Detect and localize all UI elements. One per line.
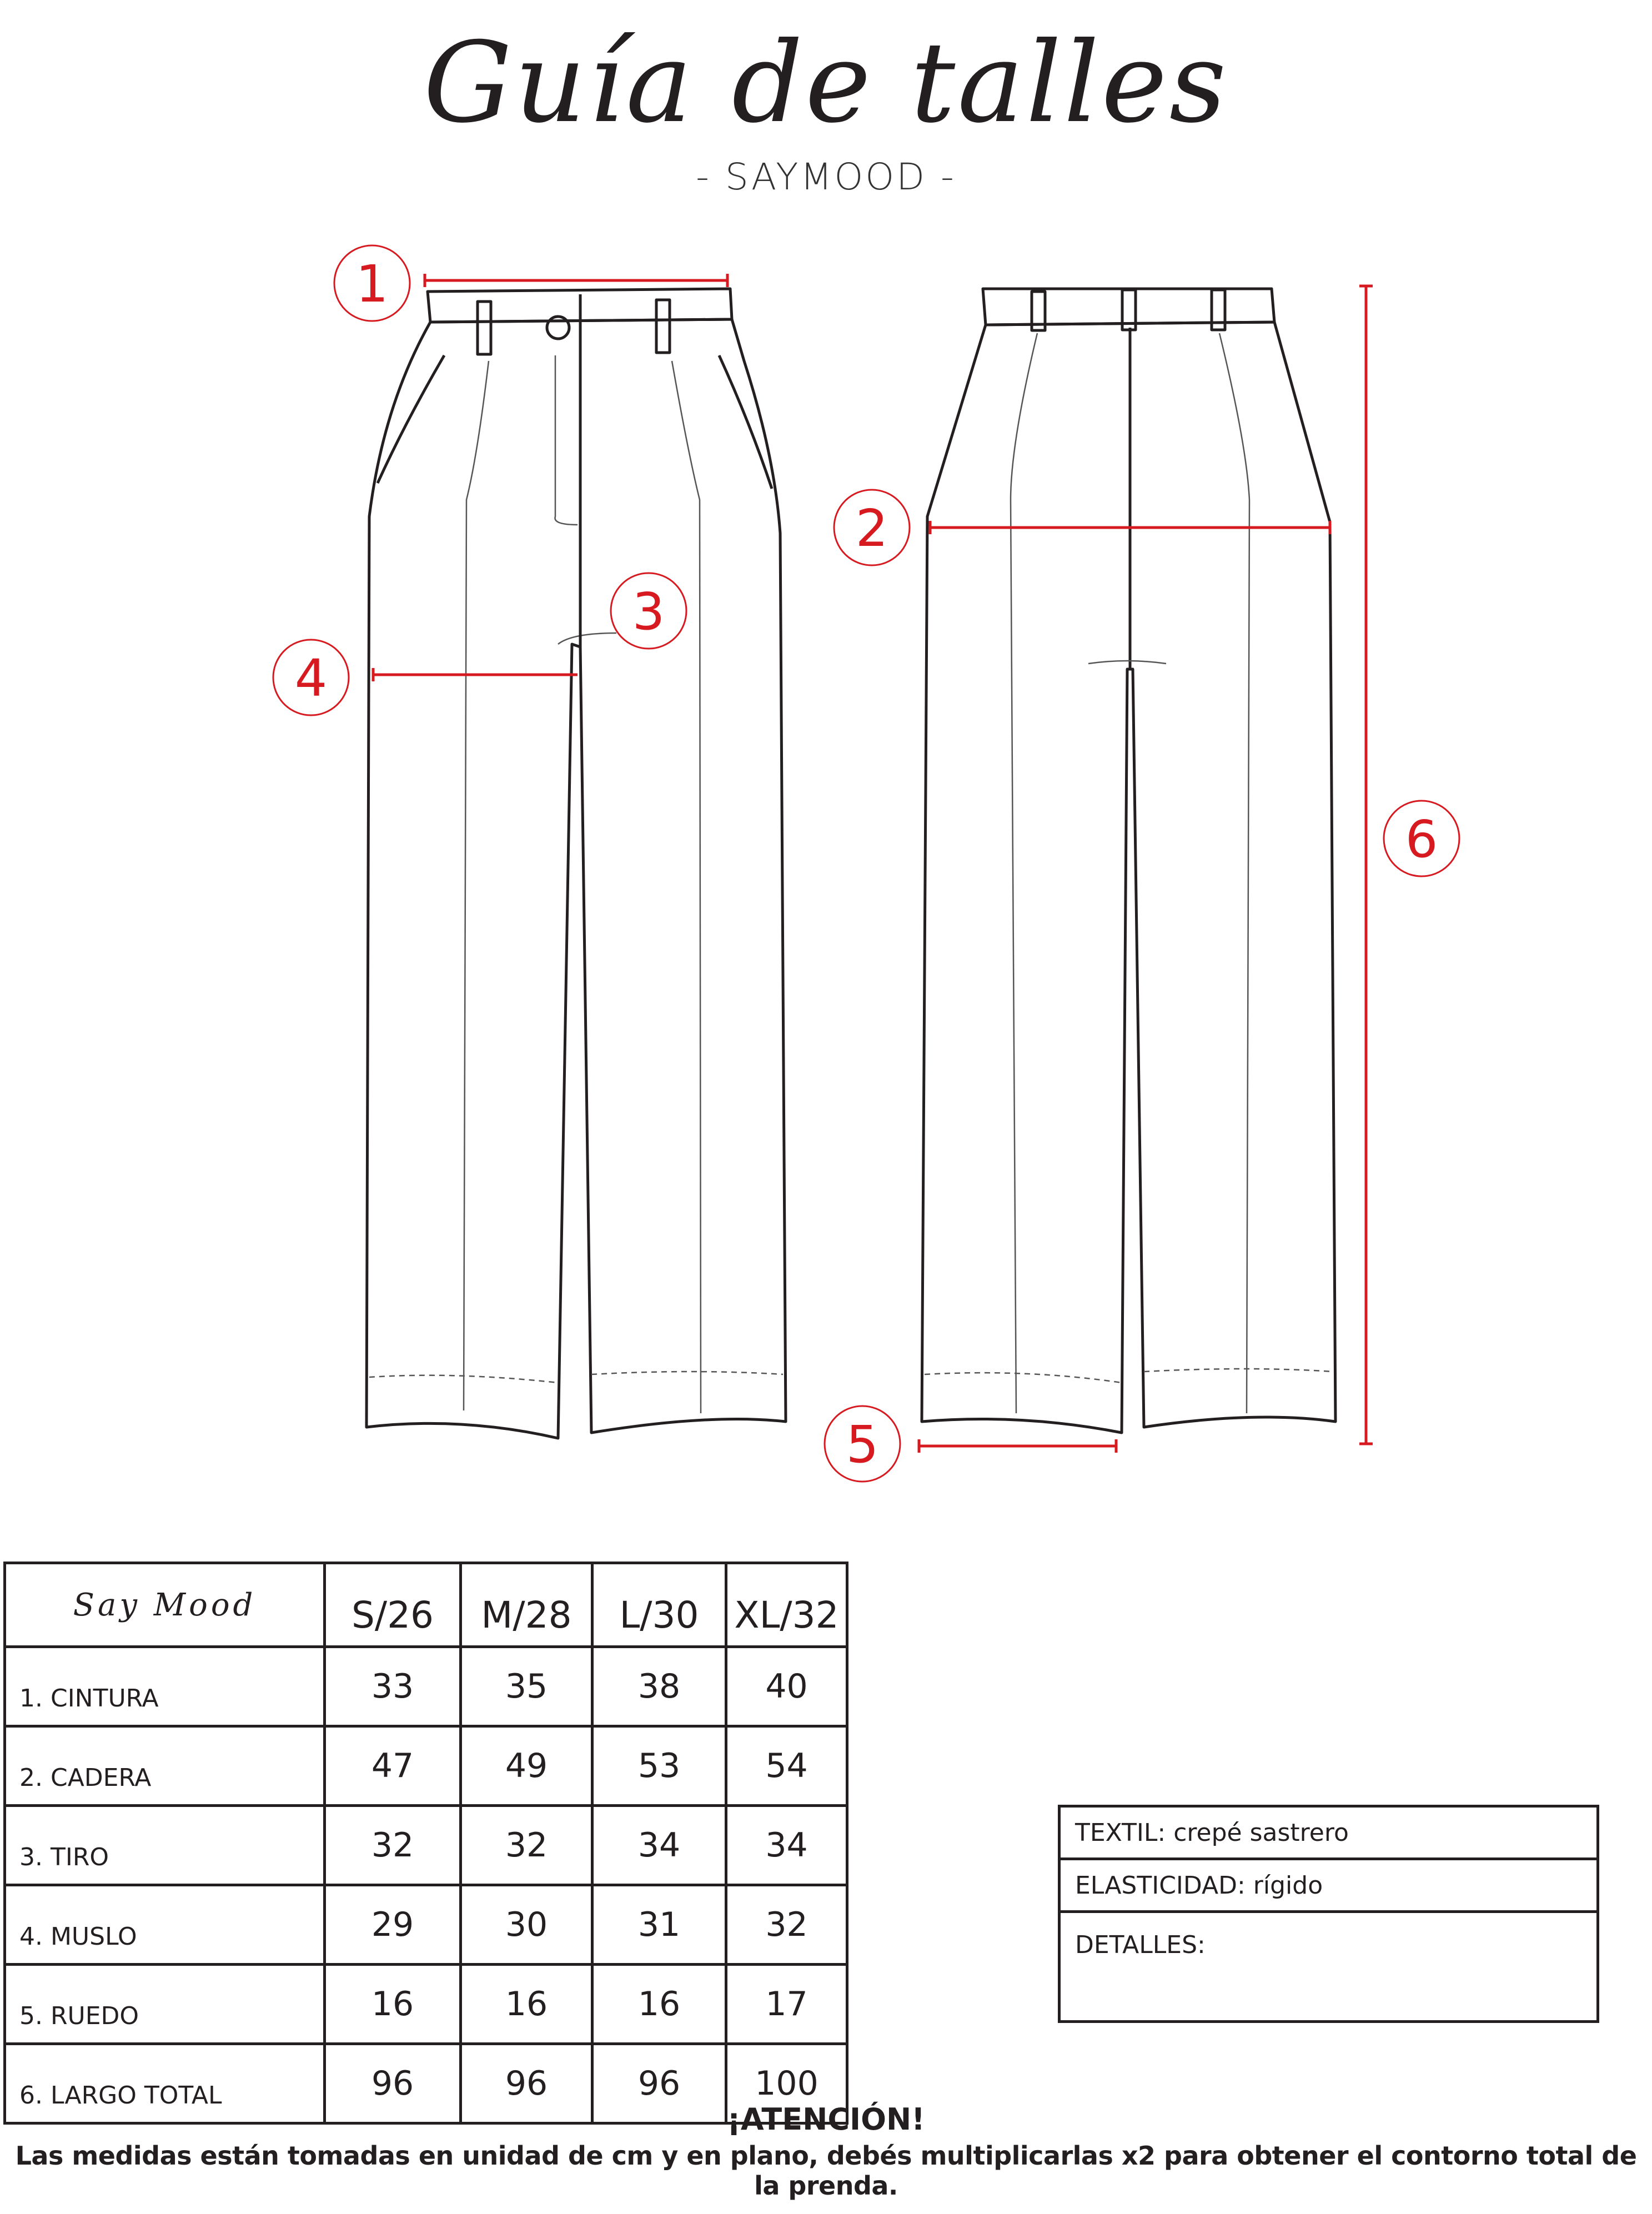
cell-value: 40 <box>726 1647 847 1726</box>
front-seams <box>369 355 783 1413</box>
brand-signature-logo: Say Mood <box>73 1587 257 1623</box>
table-row <box>5 1885 847 1965</box>
marker-1: 1 <box>355 254 389 314</box>
table-row <box>1060 1806 1598 1859</box>
brand-subtitle: - SAYMOOD - <box>696 155 956 198</box>
cell-value: 31 <box>592 1885 726 1965</box>
marker-6: 6 <box>1405 810 1438 869</box>
cell-value: 96 <box>325 2044 461 2123</box>
table-row <box>5 1965 847 2044</box>
size-header-row <box>5 1563 847 1647</box>
size-table <box>3 1562 848 2125</box>
cell-value: 32 <box>461 1806 592 1885</box>
cell-value: 38 <box>592 1647 726 1726</box>
attention-note: Las medidas están tomadas en unidad de cm y en plano, debés multiplicarlas x2 para obtener el contorno total de la prenda. <box>15 2141 1637 2201</box>
table-row <box>1060 1859 1598 1912</box>
fabric-textil: TEXTIL: crepé sastrero <box>1060 1806 1598 1859</box>
pants-back-view <box>922 289 1335 1433</box>
cell-value: 16 <box>592 1965 726 2044</box>
row-label: 6. LARGO TOTAL <box>5 2044 325 2123</box>
cell-value: 54 <box>726 1726 847 1806</box>
table-row <box>5 1806 847 1885</box>
cell-value: 16 <box>461 1965 592 2044</box>
cell-value: 29 <box>325 1885 461 1965</box>
row-label: 4. MUSLO <box>5 1885 325 1965</box>
cell-value: 49 <box>461 1726 592 1806</box>
cell-value: 16 <box>325 1965 461 2044</box>
size-m: M/28 <box>461 1563 592 1647</box>
pants-front-view <box>366 289 786 1438</box>
row-label: 5. RUEDO <box>5 1965 325 2044</box>
cell-value: 47 <box>325 1726 461 1806</box>
fabric-detalles: DETALLES: <box>1060 1912 1598 2022</box>
cell-value: 32 <box>726 1885 847 1965</box>
size-s: S/26 <box>325 1563 461 1647</box>
marker-3: 3 <box>632 582 665 641</box>
cell-value: 96 <box>592 2044 726 2123</box>
cell-value: 33 <box>325 1647 461 1726</box>
row-label: 2. CADERA <box>5 1726 325 1806</box>
cell-value: 34 <box>592 1806 726 1885</box>
table-row <box>1060 1912 1598 2022</box>
marker-2: 2 <box>855 499 888 558</box>
cell-value: 32 <box>325 1806 461 1885</box>
marker-4: 4 <box>294 649 328 708</box>
attention-heading: ¡ATENCIÓN! <box>727 2102 925 2137</box>
brand-signature-cell <box>5 1563 325 1647</box>
measurement-lines <box>373 274 1373 1453</box>
table-row <box>5 1647 847 1726</box>
cell-value: 96 <box>461 2044 592 2123</box>
cell-value: 34 <box>726 1806 847 1885</box>
row-label: 3. TIRO <box>5 1806 325 1885</box>
size-l: L/30 <box>592 1563 726 1647</box>
cell-value: 17 <box>726 1965 847 2044</box>
size-xl: XL/32 <box>726 1563 847 1647</box>
table-row <box>5 1726 847 1806</box>
cell-value: 53 <box>592 1726 726 1806</box>
cell-value: 30 <box>461 1885 592 1965</box>
marker-5: 5 <box>846 1415 879 1474</box>
fabric-info-table <box>1058 1805 1599 2023</box>
fabric-elasticidad: ELASTICIDAD: rígido <box>1060 1859 1598 1912</box>
page-title: Guía de talles <box>423 18 1229 148</box>
cell-value: 100 <box>726 2044 847 2123</box>
cell-value: 35 <box>461 1647 592 1726</box>
row-label: 1. CINTURA <box>5 1647 325 1726</box>
